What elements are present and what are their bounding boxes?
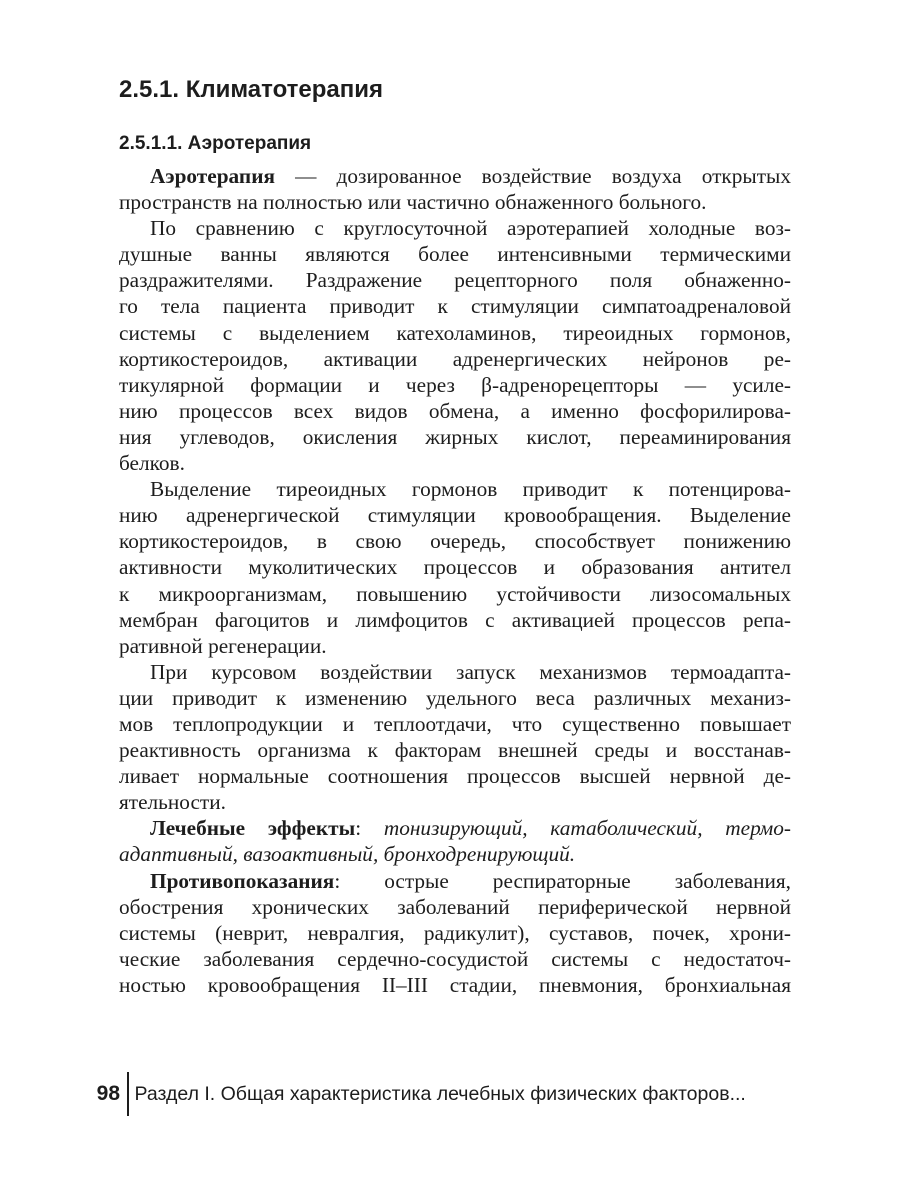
text-line: При курсовом воздействии запуск механизмов термоадапта- — [150, 659, 791, 684]
text-line: кортикостероидов, в свою очередь, способствует понижению — [119, 529, 791, 554]
text-line: кортикостероидов, активации адренергических нейронов ре- — [119, 346, 791, 371]
text-line: пространств на полностью или частично обнаженного больного. — [119, 190, 707, 215]
text-line: системы (неврит, невралгия, радикулит), суставов, почек, хрони- — [119, 920, 791, 945]
text-line: ции приводит к изменению удельного веса различных механиз- — [119, 685, 791, 710]
text-line: реактивность организма к факторам внешней среды и восстанав- — [119, 738, 791, 763]
section-title: 2.5.1. Климатотерапия — [119, 76, 384, 103]
text-line: тикулярной формации и через β-адренорецепторы — усиле- — [119, 372, 791, 397]
text-line: раздражителями. Раздражение рецепторного поля обнаженно- — [119, 268, 791, 293]
text-line: активности муколитических процессов и образования антител — [119, 555, 791, 580]
paragraph-hormones — [119, 476, 791, 659]
body-text — [119, 163, 791, 998]
text-line: По сравнению с круглосуточной аэротерапией холодные воз- — [150, 216, 791, 241]
line-text: : острые респираторные заболевания, — [334, 868, 791, 893]
text-line: ративной регенерации. — [119, 633, 327, 658]
paragraph-definition — [119, 163, 791, 215]
text-line: ческие заболевания сердечно-сосудистой системы с недостаточ- — [119, 946, 791, 971]
line-text: — дозированное воздействие воздуха открытых — [274, 164, 791, 188]
term-contraindications: Противопоказания — [150, 868, 335, 893]
text-line: ливает нормальные соотношения процессов высшей нервной де- — [119, 764, 791, 789]
text-line: душные ванны являются более интенсивными термическими — [119, 242, 791, 267]
paragraph-contraindications — [119, 868, 791, 998]
text-line: обострения хронических заболеваний периферической нервной — [119, 894, 791, 919]
paragraph-mechanism — [119, 215, 791, 476]
paragraph-therapeutic-effects — [119, 815, 791, 867]
text-line: ния углеводов, окисления жирных кислот, переаминирования — [119, 424, 791, 449]
text-line: мембран фагоцитов и лимфоцитов с активацией процессов репа- — [119, 607, 791, 632]
page-footer — [86, 1072, 746, 1116]
term-therapeutic-effects: Лечебные эффекты — [150, 816, 356, 841]
paragraph-course-effect — [119, 659, 791, 816]
term-aerotherapy: Аэротерапия — [150, 164, 275, 188]
text-line: к микроорганизмам, повышению устойчивости лизосомальных — [119, 581, 791, 606]
text-line: го тела пациента приводит к стимуляции симпатоадреналовой — [119, 294, 791, 319]
text-line: мов теплопродукции и теплоотдачи, что существенно повышает — [119, 711, 791, 736]
text-line: нию процессов всех видов обмена, а именно фосфорилирова- — [119, 398, 791, 423]
page-number: 98 — [96, 1082, 120, 1105]
text-line: белков. — [119, 451, 185, 476]
text-line: Выделение тиреоидных гормонов приводит к потенцирова- — [150, 477, 791, 502]
text-line: ятельности. — [119, 790, 226, 815]
footer-divider — [127, 1072, 129, 1116]
term-separator: : — [355, 816, 384, 841]
running-title: Раздел I. Общая характеристика лечебных физических факторов... — [134, 1082, 746, 1105]
text-line — [119, 815, 791, 841]
text-line: ностью кровообращения II–III стадии, пневмония, бронхиальная — [119, 972, 791, 997]
text-line — [119, 868, 791, 894]
text-line: адаптивный, вазоактивный, бронходренирующий. — [119, 842, 576, 867]
subsection-title: 2.5.1.1. Аэротерапия — [119, 133, 312, 154]
effects-list: тонизирующий, катаболический, термо- — [383, 816, 791, 841]
text-line: нию адренергической стимуляции кровообращения. Выделение — [119, 503, 791, 528]
text-line — [119, 163, 791, 189]
text-line: системы с выделением катехоламинов, тиреоидных гормонов, — [119, 320, 791, 345]
